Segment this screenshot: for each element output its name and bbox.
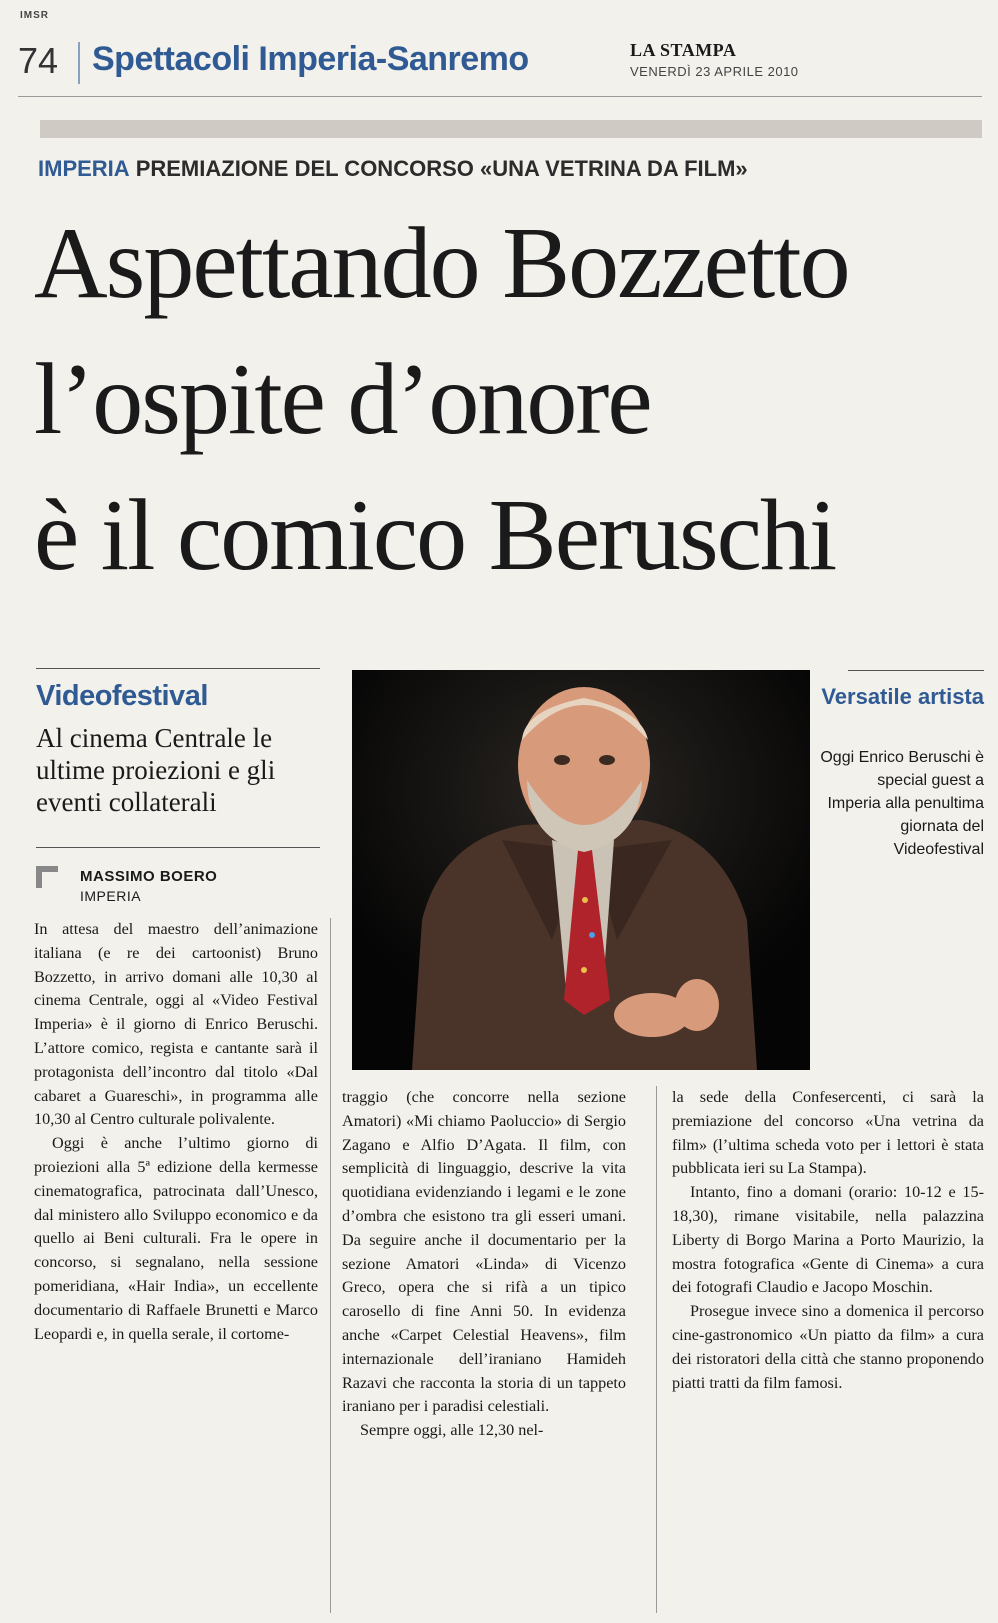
- page-number: 74: [18, 40, 59, 81]
- caption-text: Oggi Enrico Beruschi è special guest a Imperia alla penultima giornata del Videofestival: [820, 749, 984, 858]
- byline-author: MASSIMO BOERO: [80, 868, 218, 885]
- header-divider: [78, 42, 80, 84]
- column-rule: [330, 918, 331, 1613]
- issue-date: VENERDÌ 23 APRILE 2010: [630, 64, 799, 79]
- headline-line-3: è il comico Beruschi: [34, 479, 836, 592]
- byline-mark: [36, 866, 58, 888]
- byline-place: IMPERIA: [80, 888, 142, 904]
- headline-line-1: Aspettando Bozzetto: [34, 207, 849, 320]
- caption-title: Versatile artista: [821, 684, 984, 709]
- caption-rule: [848, 670, 984, 671]
- article-photo: [352, 670, 810, 1070]
- kicker-place: IMPERIA: [38, 156, 130, 181]
- headline: [34, 196, 984, 604]
- portrait-illustration: [352, 670, 810, 1070]
- paragraph: Prosegue invece sino a domenica il percorso cine-gastronomico «Un piatto da film» a cura dei ristoratori della città che stanno proponendo piatti tratti da film famosi.: [672, 1302, 984, 1392]
- paragraph: la sede della Confesercenti, ci sarà la premiazione del concorso «Una vetrina da film» (l’ultima scheda voto per i lettori è stata pubblicata ieri su La Stampa).: [672, 1088, 984, 1178]
- paragraph: traggio (che concorre nella sezione Amatori) «Mi chiamo Paoluccio» di Sergio Zagano e Alfio D’Agata. Il film, con semplicità di linguaggio, descrive la vita quotidiana evidenziando i legami e le zone d’ombra che esistono tra gli esseri umani. Da seguire anche il documentario per la sezione Amatori «Linda» di Vicenzo Greco, opera che si rifà a un tipico carosello di fine Anni 50. In evidenza anche «Carpet Celestial Heavens», film internazionale dell’iraniano Hamideh Razavi che racconta la storia di un tappeto iraniano per i paradisi celestiali.: [342, 1088, 626, 1416]
- paragraph: Intanto, fino a domani (orario: 10-12 e 15-18,30), rimane visitabile, nella palazzina Liberty di Borgo Marina a Porto Maurizio, la mostra fotografica «Gente di Cinema» a cura dei fotografi Claudio e Jacopo Moschin.: [672, 1183, 984, 1297]
- kicker-text: PREMIAZIONE DEL CONCORSO «UNA VETRINA DA FILM»: [135, 156, 748, 181]
- sidebar-title: Videofestival: [36, 680, 208, 712]
- headline-line-2: l’ospite d’onore: [34, 343, 651, 456]
- kicker: [38, 156, 748, 182]
- newspaper-masthead: LA STAMPA: [630, 40, 737, 60]
- column-rule: [656, 1086, 657, 1613]
- sidebar-top-rule: [36, 668, 320, 669]
- header-rule: [18, 96, 982, 97]
- paragraph: In attesa del maestro dell’animazione italiana (e re dei cartoonist) Bruno Bozzetto, in arrivo domani alle 10,30 al cinema Centrale, oggi al «Video Festival Imperia» è il giorno di Enrico Beruschi. L’attore comico, regista e cantante sarà il protagonista dell’incontro dal titolo «Dal cabaret a Guareschi», in programma alle 10,30 al Centro culturale polivalente.: [34, 920, 318, 1129]
- shaded-band: [40, 120, 982, 138]
- sidebar-subtitle: Al cinema Centrale le ultime proiezioni e gli eventi collaterali: [36, 723, 276, 817]
- paragraph: Oggi è anche l’ultimo giorno di proiezioni alla 5ª edizione della kermesse cinematografica, patrocinata dall’Unesco, dal ministero allo Sviluppo economico e da quello ai Beni culturali. Fra le opere in concorso, si segnalano, nella sessione pomeridiana, «Hair India», un eccellente documentario di Raffaele Brunetti e Marco Leopardi e, in quella serale, il cortome-: [34, 1134, 318, 1343]
- sidebar-bottom-rule: [36, 847, 320, 848]
- imsr-tag: IMSR: [20, 10, 49, 21]
- article-column-1: [34, 918, 318, 1346]
- article-column-3: [672, 1086, 984, 1395]
- paragraph: Sempre oggi, alle 12,30 nel-: [360, 1421, 544, 1440]
- section-title: Spettacoli Imperia-Sanremo: [92, 40, 529, 78]
- article-column-2: [342, 1086, 626, 1443]
